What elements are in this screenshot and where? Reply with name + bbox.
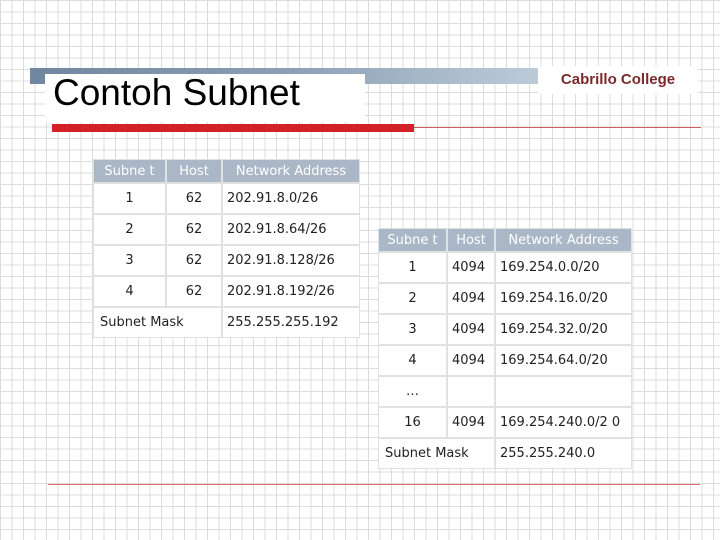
subnet-mask-label: Subnet Mask <box>378 438 495 469</box>
cell-network-address: 202.91.8.192/26 <box>222 276 360 307</box>
cell-subnet: 3 <box>93 245 166 276</box>
cell-subnet: 4 <box>93 276 166 307</box>
cell-network-address: 169.254.0.0/20 <box>495 252 632 283</box>
column-header-host: Host <box>447 228 495 252</box>
table-row <box>378 252 632 283</box>
footer-line <box>48 484 700 485</box>
column-header-subnet: Subne t <box>378 228 447 252</box>
brand-logo: Cabrillo College <box>538 66 698 94</box>
cell-network-address: 202.91.8.64/26 <box>222 214 360 245</box>
cell-subnet: 2 <box>378 283 447 314</box>
column-header-host: Host <box>166 159 222 183</box>
cell-subnet: 3 <box>378 314 447 345</box>
cell-network-address: 169.254.16.0/20 <box>495 283 632 314</box>
cell-network-address: 169.254.32.0/20 <box>495 314 632 345</box>
cell-network-address: 202.91.8.128/26 <box>222 245 360 276</box>
column-header-network-address: Network Address <box>495 228 632 252</box>
subnet-mask-row <box>378 438 632 469</box>
cell-subnet: 1 <box>378 252 447 283</box>
table-row <box>93 245 360 276</box>
cell-host: 4094 <box>447 283 495 314</box>
cell-host: 62 <box>166 214 222 245</box>
subnet-mask-row <box>93 307 360 338</box>
table-row <box>378 314 632 345</box>
table-row-ellipsis <box>378 376 632 407</box>
cell-network-address: 169.254.240.0/2 0 <box>495 407 632 438</box>
cell-subnet: … <box>378 376 447 407</box>
cell-network-address: 169.254.64.0/20 <box>495 345 632 376</box>
cell-subnet: 2 <box>93 214 166 245</box>
cell-host: 4094 <box>447 252 495 283</box>
title-underline-thin <box>414 127 701 128</box>
cell-host: 4094 <box>447 345 495 376</box>
cell-host: 4094 <box>447 407 495 438</box>
table-row <box>93 214 360 245</box>
table-row <box>378 345 632 376</box>
cell-host: 62 <box>166 276 222 307</box>
cell-host <box>447 376 495 407</box>
column-header-network-address: Network Address <box>222 159 360 183</box>
subnet-table-1 <box>93 159 360 338</box>
column-header-subnet: Subne t <box>93 159 166 183</box>
cell-subnet: 4 <box>378 345 447 376</box>
cell-network-address <box>495 376 632 407</box>
cell-host: 62 <box>166 245 222 276</box>
page-title: Contoh Subnet <box>53 72 300 113</box>
subnet-mask-value: 255.255.255.192 <box>222 307 360 338</box>
table-row <box>93 276 360 307</box>
subnet-mask-label: Subnet Mask <box>93 307 222 338</box>
title-underline <box>52 124 414 132</box>
cell-host: 62 <box>166 183 222 214</box>
cell-host: 4094 <box>447 314 495 345</box>
table-row <box>378 407 632 438</box>
table-row <box>378 283 632 314</box>
subnet-table-2 <box>378 228 632 469</box>
table-header-row <box>93 159 360 183</box>
subnet-mask-value: 255.255.240.0 <box>495 438 632 469</box>
cell-network-address: 202.91.8.0/26 <box>222 183 360 214</box>
cell-subnet: 1 <box>93 183 166 214</box>
table-header-row <box>378 228 632 252</box>
table-row <box>93 183 360 214</box>
cell-subnet: 16 <box>378 407 447 438</box>
